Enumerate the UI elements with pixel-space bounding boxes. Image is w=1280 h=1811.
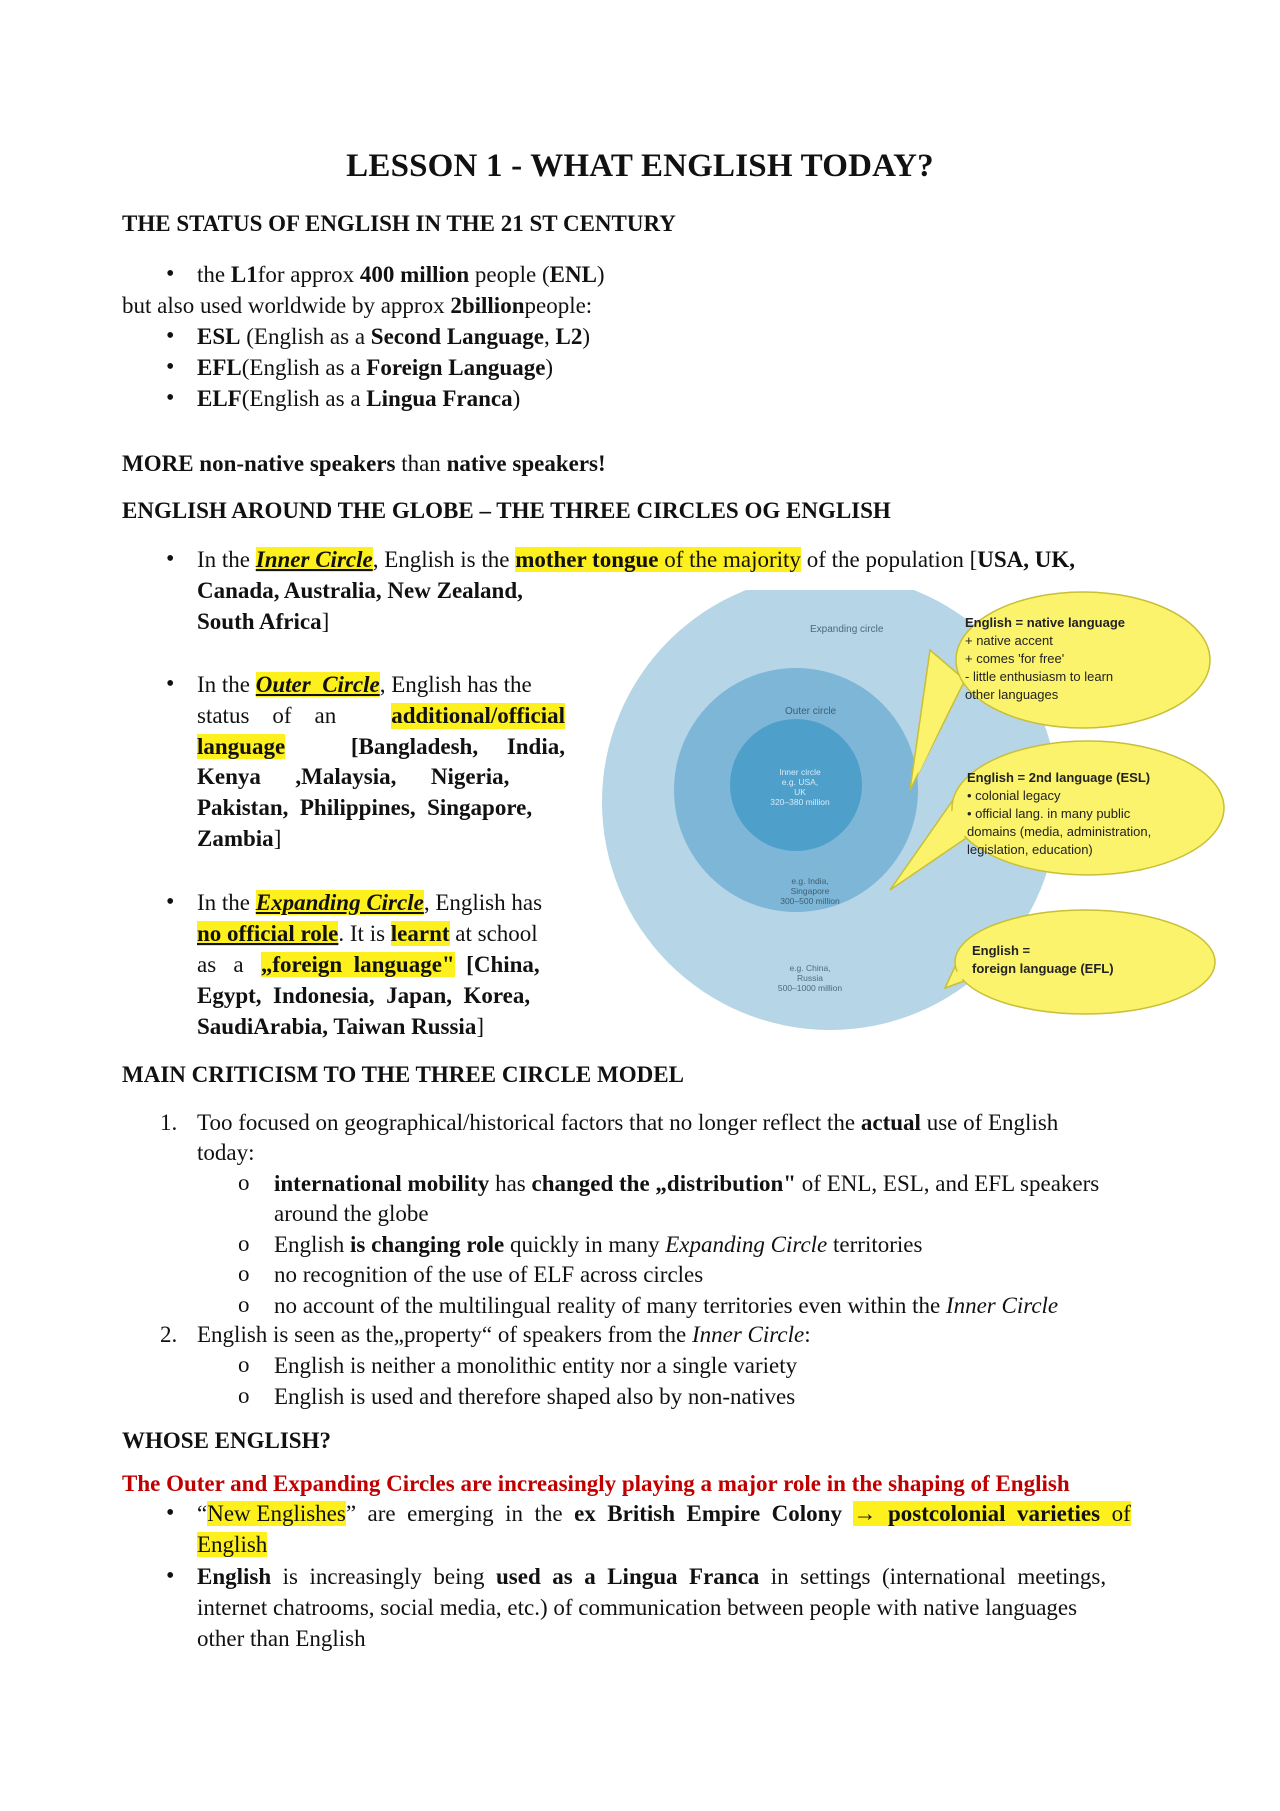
elf-line: ELF(English as a Lingua Franca) — [197, 386, 521, 411]
sub-marker: o — [238, 1352, 250, 1377]
inner-line3: South Africa] — [197, 609, 330, 634]
sub6-line: English is used and therefore shaped also by non-natives — [274, 1384, 796, 1409]
red-statement: The Outer and Expanding Circles are increasingly playing a major role in the shaping of English — [122, 1471, 1070, 1496]
lingua-franca-line3: other than English — [197, 1626, 366, 1651]
outer-line3: language [Bangladesh, India, — [197, 734, 565, 759]
expanding-note-3: 500–1000 million — [777, 983, 843, 993]
inner-label-3: UK — [794, 787, 806, 797]
bullet-dot: • — [166, 354, 175, 380]
bullet-dot: • — [166, 671, 175, 697]
new-englishes-line2: English — [197, 1532, 268, 1557]
outer-circle-label: Outer circle — [785, 706, 837, 717]
sub-marker: o — [238, 1261, 250, 1286]
bullet-dot: • — [166, 385, 175, 411]
bullet-dot: • — [166, 261, 175, 287]
bullet-dot: • — [166, 323, 175, 349]
expanding-circle-label: Expanding circle — [810, 624, 884, 635]
heading-criticism: MAIN CRITICISM TO THE THREE CIRCLE MODEL — [122, 1062, 684, 1087]
expanding-note-1: e.g. China, — [789, 963, 831, 973]
bubble1-line2: + native accent — [965, 633, 1053, 648]
outer-line4: Kenya ,Malaysia, Nigeria, — [197, 764, 510, 789]
bubble3-line2: foreign language (EFL) — [972, 961, 1114, 976]
outer-line1: In the Outer Circle, English has the — [197, 672, 532, 697]
list-number: 2. — [160, 1322, 178, 1347]
heading-globe: ENGLISH AROUND THE GLOBE – THE THREE CIRCLES OG ENGLISH — [122, 498, 891, 523]
criticism2-line: English is seen as the„property“ of speakers from the Inner Circle: — [197, 1322, 811, 1347]
sub2-line: English is changing role quickly in many Expanding Circle territories — [274, 1232, 923, 1257]
sub4-line: no account of the multilingual reality of many territories even within the Inner Circle — [274, 1293, 1059, 1318]
expanding-line4: Egypt, Indonesia, Japan, Korea, — [197, 983, 531, 1008]
expanding-line5: SaudiArabia, Taiwan Russia] — [197, 1014, 484, 1039]
also-line: but also used worldwide by approx 2billionpeople: — [122, 293, 593, 318]
outer-line5: Pakistan, Philippines, Singapore, — [197, 795, 533, 820]
bubble2-line1: English = 2nd language (ESL) — [967, 770, 1151, 785]
outer-line2: status of an additional/official — [197, 703, 565, 728]
list-number: 1. — [160, 1110, 178, 1135]
bubble1-line3: + comes 'for free' — [965, 651, 1065, 666]
esl-line: ESL (English as a Second Language, L2) — [197, 324, 590, 349]
heading-status: THE STATUS OF ENGLISH IN THE 21 ST CENTURY — [122, 211, 676, 236]
sub1-line1: international mobility has changed the „distribution" of ENL, ESL, and EFL speakers — [274, 1171, 1100, 1196]
sub-marker: o — [238, 1383, 250, 1408]
outer-note-2: Singapore — [790, 886, 830, 896]
inner-line2: Canada, Australia, New Zealand, — [197, 578, 523, 603]
criticism1-line2: today: — [197, 1140, 255, 1165]
sub1-line2: around the globe — [274, 1201, 429, 1226]
bullet-dot: • — [166, 546, 175, 572]
bubble1-line5: other languages — [965, 687, 1059, 702]
expanding-note-2: Russia — [797, 973, 823, 983]
inner-line1: In the Inner Circle, English is the mother tongue of the majority of the population [USA, UK, — [197, 547, 1075, 572]
bubble2-line3: • official lang. in many public — [967, 806, 1131, 821]
heading-whose: WHOSE ENGLISH? — [122, 1428, 331, 1453]
outer-line6: Zambia] — [197, 826, 282, 851]
bubble2-line2: • colonial legacy — [967, 788, 1061, 803]
outer-note-1: e.g. India, — [791, 876, 829, 886]
sub3-line: no recognition of the use of ELF across circles — [274, 1262, 704, 1287]
new-englishes-line1: “New Englishes” are emerging in the ex British Empire Colony → postcolonial varieties of — [197, 1501, 1131, 1526]
page-title: LESSON 1 - WHAT ENGLISH TODAY? — [346, 148, 934, 184]
l1-line: the L1for approx 400 million people (ENL) — [197, 262, 605, 287]
bubble1-line1: English = native language — [965, 615, 1126, 630]
expanding-line1: In the Expanding Circle, English has — [197, 890, 543, 915]
three-circles-diagram — [600, 590, 1260, 1030]
lingua-franca-line2: internet chatrooms, social media, etc.) of communication between people with native languages — [197, 1595, 1078, 1620]
bubble2-line4: domains (media, administration, — [967, 824, 1152, 839]
sub-marker: o — [238, 1170, 250, 1195]
inner-label-1: Inner circle — [779, 767, 821, 777]
bubble1-line4: - little enthusiasm to learn — [965, 669, 1114, 684]
lingua-franca-line1: English is increasingly being used as a Lingua Franca in settings (international meetings, — [197, 1564, 1107, 1589]
inner-label-4: 320–380 million — [770, 797, 830, 807]
bubble3-line1: English = — [972, 943, 1031, 958]
sub-marker: o — [238, 1231, 250, 1256]
bubble2-line5: legislation, education) — [967, 842, 1093, 857]
bullet-dot: • — [166, 1500, 175, 1526]
efl-line: EFL(English as a Foreign Language) — [197, 355, 554, 380]
bullet-dot: • — [166, 1563, 175, 1589]
expanding-line2: no official role. It is learnt at school — [197, 921, 538, 946]
inner-label-2: e.g. USA, — [781, 777, 819, 787]
expanding-line3: as a „foreign language" [China, — [197, 952, 540, 977]
outer-note-3: 300–500 million — [780, 896, 840, 906]
sub-marker: o — [238, 1292, 250, 1317]
more-line: MORE non-native speakers than native speakers! — [122, 451, 606, 476]
bullet-dot: • — [166, 889, 175, 915]
criticism1-line1: Too focused on geographical/historical factors that no longer reflect the actual use of English — [197, 1110, 1059, 1135]
sub5-line: English is neither a monolithic entity nor a single variety — [274, 1353, 798, 1378]
